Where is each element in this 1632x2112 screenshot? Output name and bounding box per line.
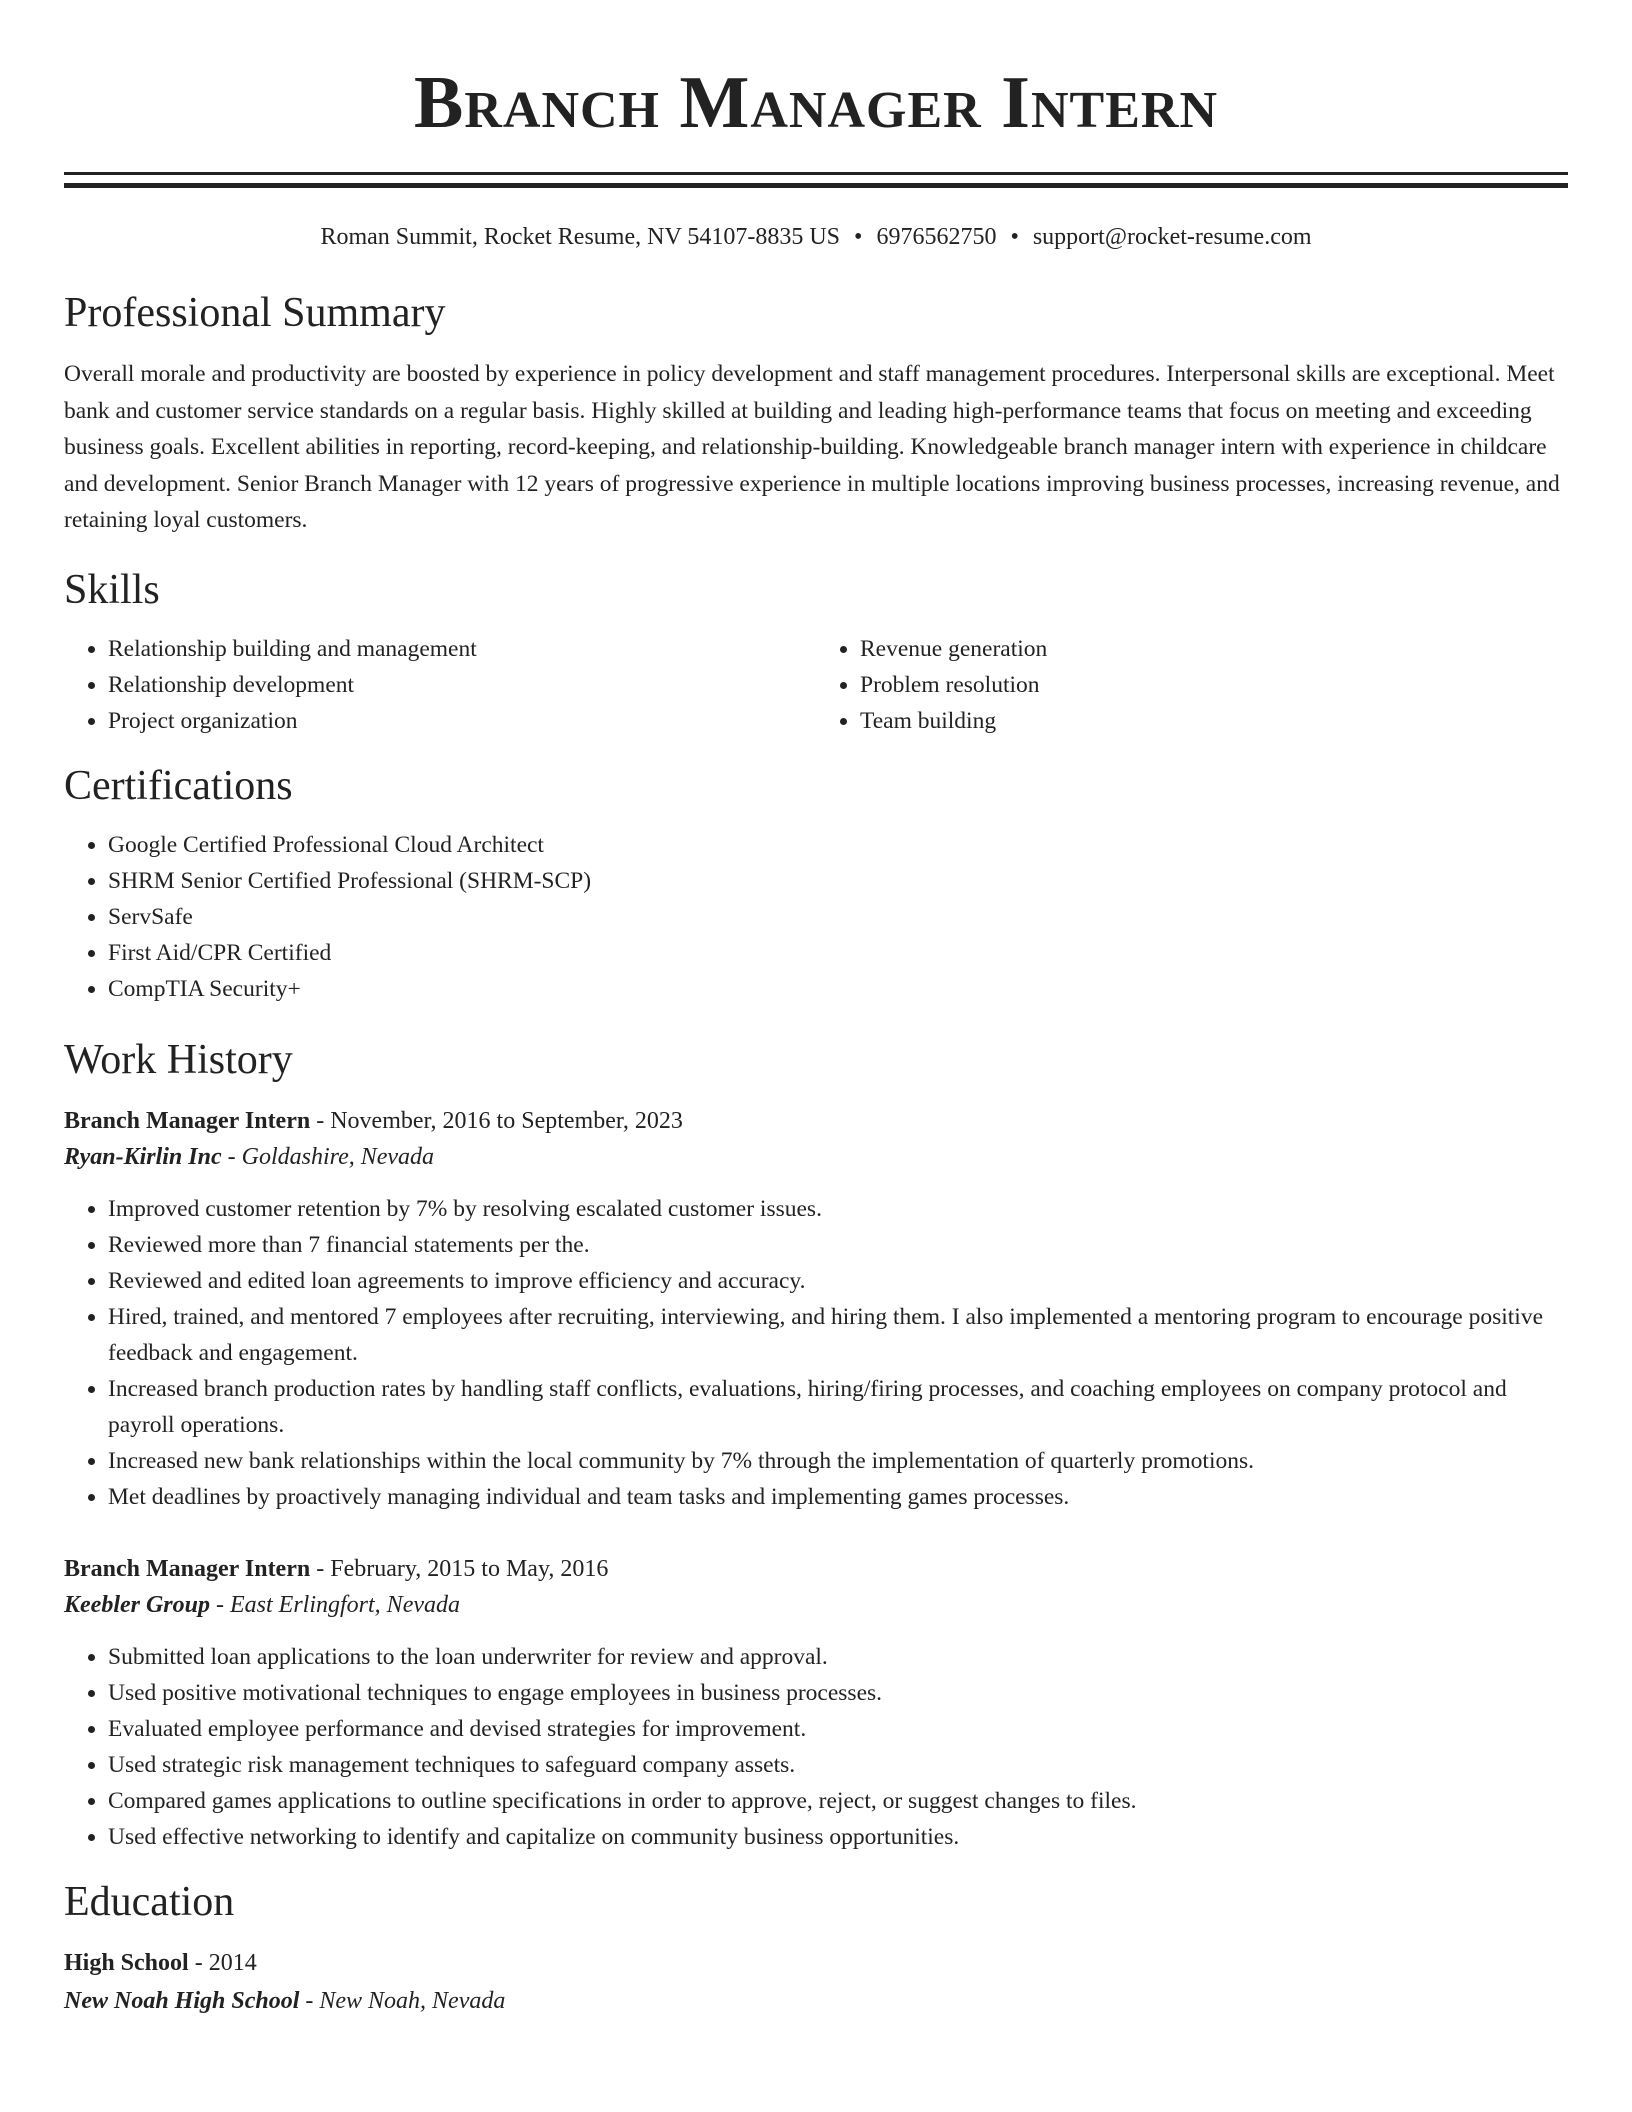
job-bullet: • Compared games applications to outline specifications in order to approve, reject, or suggest changes to files. <box>108 1783 1568 1819</box>
certification-item: • CompTIA Security+ <box>108 971 1568 1007</box>
job-entry <box>64 1551 1568 1855</box>
job-title: Branch Manager Intern <box>64 1107 311 1134</box>
job-company: Keebler Group <box>64 1591 210 1618</box>
job-location: East Erlingfort, Nevada <box>230 1591 460 1618</box>
job-bullet: • Reviewed more than 7 financial statements per the. <box>108 1227 1568 1263</box>
job-bullet: • Reviewed and edited loan agreements to improve efficiency and accuracy. <box>108 1263 1568 1299</box>
title-divider-bottom <box>64 183 1568 188</box>
job-bullet: • Hired, trained, and mentored 7 employees after recruiting, interviewing, and hiring them. I also implemented a mentoring program to encourage positive feedback and engagement. <box>108 1299 1568 1371</box>
education-school: New Noah High School <box>64 1987 300 2014</box>
job-dates: February, 2015 to May, 2016 <box>330 1555 609 1582</box>
job-dates: November, 2016 to September, 2023 <box>330 1107 683 1134</box>
job-bullet: • Used effective networking to identify and capitalize on community business opportunities. <box>108 1819 1568 1855</box>
job-title-line <box>64 1551 1568 1587</box>
certification-item: • SHRM Senior Certified Professional (SHRM-SCP) <box>108 863 1568 899</box>
contact-separator: • <box>1010 224 1019 250</box>
skill-item: • Revenue generation <box>860 631 1568 667</box>
education-location: New Noah, Nevada <box>319 1987 506 2014</box>
resume-title: Branch Manager Intern <box>413 62 1219 144</box>
job-company: Ryan-Kirlin Inc <box>64 1143 222 1170</box>
job-title-line <box>64 1103 1568 1139</box>
contact-address: Roman Summit, Rocket Resume, NV 54107-8835 US <box>320 224 841 250</box>
job-title: Branch Manager Intern <box>64 1555 311 1582</box>
job-location: Goldashire, Nevada <box>241 1143 435 1170</box>
job-bullet: • Increased branch production rates by handling staff conflicts, evaluations, hiring/firing processes, and coaching employees on company protocol and payroll operations. <box>108 1371 1568 1443</box>
contact-email: support@rocket-resume.com <box>1032 224 1312 250</box>
skill-item: • Relationship development <box>108 667 816 703</box>
contact-line <box>64 222 1568 252</box>
education-degree: High School <box>64 1949 189 1976</box>
job-entry <box>64 1103 1568 1515</box>
skills-column-left <box>64 631 816 739</box>
job-bullet: • Used strategic risk management techniques to safeguard company assets. <box>108 1747 1568 1783</box>
skills-column-right <box>816 631 1568 739</box>
skill-item: • Project organization <box>108 703 816 739</box>
certification-item: • ServSafe <box>108 899 1568 935</box>
job-dash: - <box>221 1143 242 1170</box>
skill-item: • Team building <box>860 703 1568 739</box>
education-dash: - <box>188 1949 209 1976</box>
summary-text: Overall morale and productivity are boosted by experience in policy development and staff management procedures. Interpersonal skills are exceptional. Meet bank and customer service standards on a regular basis. Highly skilled at building and leading high-performance teams that focus on meeting and exceeding business goals. Excellent abilities in reporting, record-keeping, and relationship-building. Knowledgeable branch manager intern with experience in childcare and development. Senior Branch Manager with 12 years of progressive experience in multiple locations improving business processes, increasing revenue, and retaining loyal customers. <box>64 361 1560 533</box>
work-history-heading: Work History <box>64 1036 293 1083</box>
job-dash: - <box>310 1555 331 1582</box>
job-dash: - <box>310 1107 331 1134</box>
job-company-line <box>64 1139 1568 1175</box>
job-bullet: • Met deadlines by proactively managing individual and team tasks and implementing games processes. <box>108 1479 1568 1515</box>
certification-item: • Google Certified Professional Cloud Architect <box>108 827 1568 863</box>
education-school-line <box>64 1981 1568 2021</box>
job-bullet: • Improved customer retention by 7% by resolving escalated customer issues. <box>108 1191 1568 1227</box>
skills-grid <box>64 631 1568 739</box>
job-bullet: • Used positive motivational techniques to engage employees in business processes. <box>108 1675 1568 1711</box>
skills-list-left <box>64 631 816 739</box>
skill-item: • Problem resolution <box>860 667 1568 703</box>
job-bullet: • Submitted loan applications to the loan underwriter for review and approval. <box>108 1639 1568 1675</box>
summary-heading: Professional Summary <box>64 290 446 336</box>
education-heading: Education <box>64 1878 235 1925</box>
contact-phone: 6976562750 <box>876 224 997 250</box>
certifications-heading: Certifications <box>64 762 293 809</box>
job-bullets <box>64 1191 1568 1515</box>
job-bullet: • Increased new bank relationships within the local community by 7% through the implementation of quarterly promotions. <box>108 1443 1568 1479</box>
contact-separator: • <box>854 224 863 250</box>
education-year: 2014 <box>208 1949 257 1976</box>
certifications-list <box>64 827 1568 1007</box>
skills-list-right <box>816 631 1568 739</box>
job-bullets <box>64 1639 1568 1855</box>
education-dash: - <box>299 1987 320 2014</box>
job-company-line <box>64 1587 1568 1623</box>
job-bullet: • Evaluated employee performance and devised strategies for improvement. <box>108 1711 1568 1747</box>
job-dash: - <box>210 1591 230 1618</box>
certification-item: • First Aid/CPR Certified <box>108 935 1568 971</box>
title-divider-top <box>64 172 1568 175</box>
skills-heading: Skills <box>64 566 160 613</box>
skill-item: • Relationship building and management <box>108 631 816 667</box>
education-degree-line <box>64 1945 1568 1981</box>
